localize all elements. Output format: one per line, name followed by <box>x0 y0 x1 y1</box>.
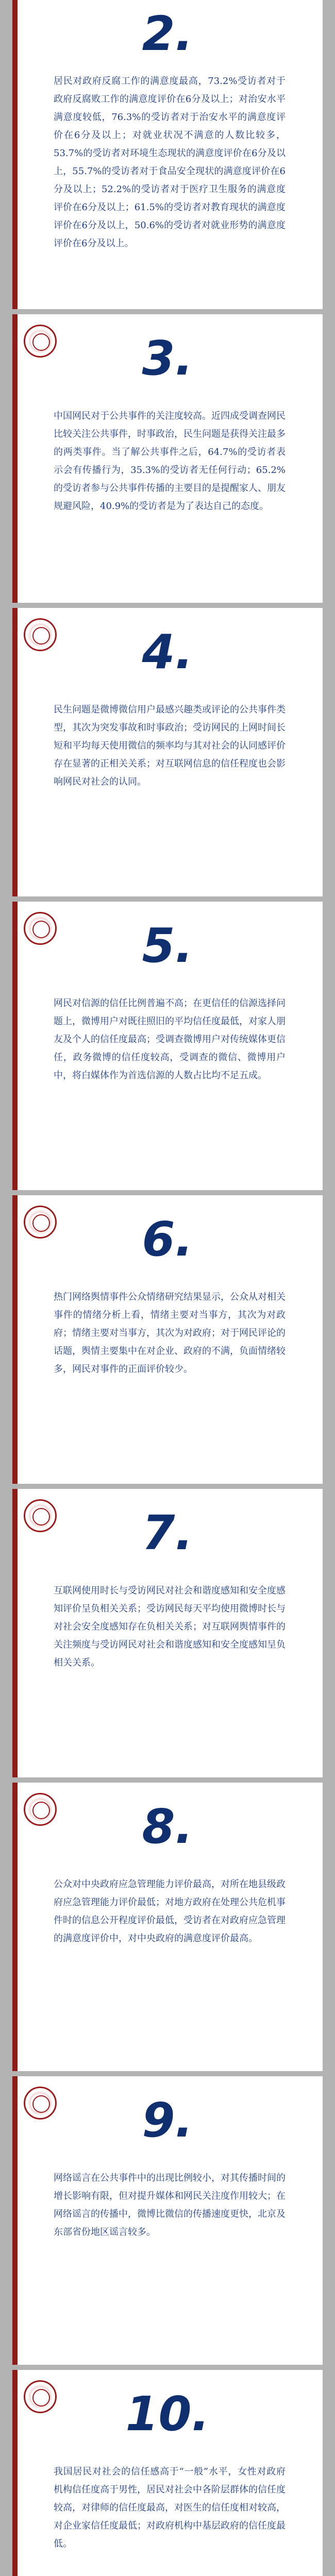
section-body: 我国居民对社会的信任感高于“一般”水平，女性对政府机构信任度高于男性，居民对社会中各阶层群体的信任度较高，对律师的信任度最高，对医生的信任度相对较高，对企业家信任度最低；对政府机构中基层政府的信任度最低。 <box>54 2466 286 2549</box>
section-card-2 <box>12 0 323 309</box>
section-number: 9. <box>142 2093 193 2148</box>
section-card-8 <box>12 1783 323 2071</box>
section-card-6 <box>12 1195 323 1484</box>
section-number: 7. <box>142 1505 193 1561</box>
section-number: 2. <box>142 6 193 61</box>
section-card-3 <box>12 314 323 603</box>
section-body: 网络谣言在公共事件中的出现比例较小，对其传播时间的增长影响有限，但对提升媒体和网民关注度作用较大；在网络谣言的传播中，微博比微信的传播速度更快，北京及东部省份地区谣言较多。 <box>54 2173 286 2238</box>
section-card-10 <box>12 2370 323 2576</box>
section-number: 4. <box>142 624 193 680</box>
section-number: 6. <box>142 1212 193 1267</box>
section-body: 网民对信源的信任比例普遍不高；在更信任的信源选择问题上，微博用户对既往照旧的平均信任度最低，对家人朋友及个人的信任度最高；受调查微博用户对传统媒体更信任，政务微博的信任度较高，受调查的微信、微博用户中，将白媒体作为首选信源的人数占比均不足五成。 <box>54 998 286 1081</box>
section-card-5 <box>12 902 323 1190</box>
section-body: 公众对中央政府应急管理能力评价最高，对所在地县级政府应急管理能力评价最低；对地方政府在处理公共危机事件时的信息公开程度评价最低，受访者在对政府应急管理的满意度评价中，对中央政府的满意度评价最高。 <box>54 1879 286 1944</box>
section-body: 民生问题是微博微信用户最感兴趣类或评论的公共事件类型，其次为突发事故和时事政治；受访网民的上网时间长短和平均每天使用微信的频率均与其对社会的认同感评价存在显著的正相关关系；对互联网信息的信任程度也会影响网民对社会的认同。 <box>54 704 286 787</box>
section-body: 热门网络舆情事件公众情绪研究结果显示，公众从对相关事件的情绪分析上看，情绪主要对当事方，其次为对政府；情绪主要对当事方，其次为对政府；对于网民评论的话题，舆情主要集中在对企业、政府的不满，负面情绪较多，网民对事件的正面评价较少。 <box>54 1292 286 1375</box>
section-card-9 <box>12 2076 323 2365</box>
section-body: 居民对政府反腐工作的满意度最高，73.2%受访者对于政府反腐败工作的满意度评价在6分及以上；对治安水平满意度较低，76.3%的受访者对于治安水平的满意度评价在6分及以上；对就业状况不满意的人数比较多，53.7%的受访者对环境生态现状的满意度评价在6分及以上，55.7%的受访者对于食品安全现状的满意度评价在6分及以上；52.2%的受访者对于医疗卫生服务的满意度评价在6分及以上；61.5%的受访者对教育现状的满意度评价在6分及以上，50.6%的受访者对就业形势的满意度评价在6分及以上。 <box>54 76 286 249</box>
section-card-4 <box>12 608 323 896</box>
section-body: 互联网使用时长与受访网民对社会和谐度感知和安全度感知评价呈负相关关系；受访网民每天平均使用微博时长与对社会安全度感知存在负相关关系；对互联网舆情事件的关注频度与受访网民对社会和谐度感知和安全度感知呈负相关关系。 <box>54 1585 286 1668</box>
section-number: 8. <box>142 1799 193 1854</box>
section-number: 10. <box>125 2386 210 2442</box>
section-number: 3. <box>142 331 193 386</box>
section-body: 中国网民对于公共事件的关注度较高。近四成受调查网民比较关注公共事件，时事政治，民生问题是获得关注最多的两类事件。当了解公共事件之后，64.7%的受访者表示会有传播行为，35.3%的受访者无任何行动；65.2%的受访者参与公共事件传播的主要目的是提醒家人、朋友规避风险，40.9%的受访者是为了表达自己的态度。 <box>54 411 286 512</box>
section-card-7 <box>12 1489 323 1777</box>
section-number: 5. <box>142 918 193 973</box>
